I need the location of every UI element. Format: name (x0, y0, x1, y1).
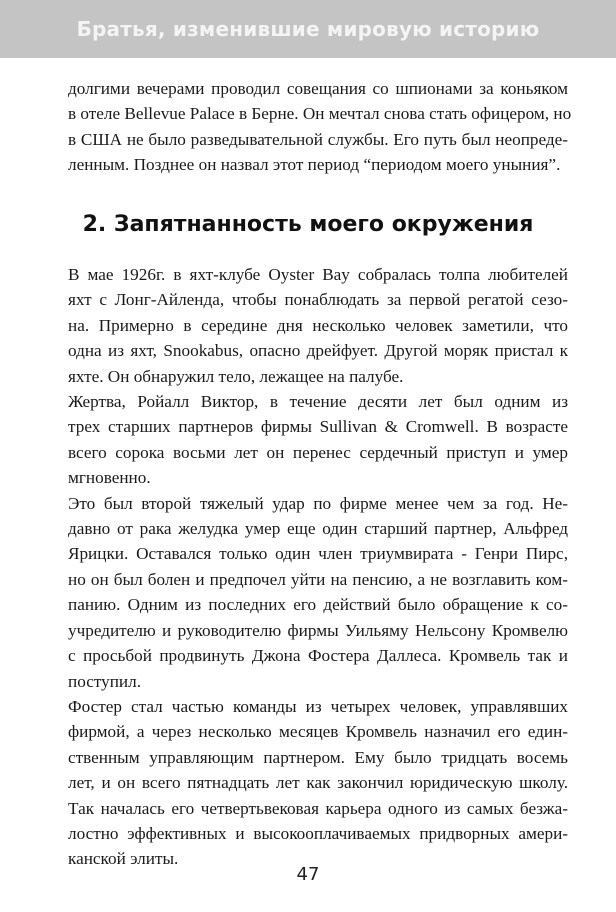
text-line: на. Примерно в середине дня несколько человек заметили, что (68, 315, 568, 335)
section-title: 2. Запятнанность моего окружения (82, 212, 534, 237)
text-line: с просьбой продвинуть Джона Фостера Даллеса. Кромвель так и (68, 646, 568, 666)
text-line: Фостер стал частью команды из четырех человек, управлявших (68, 696, 568, 716)
text-line: Ярицки. Оставался только один член триумвирата - Генри Пирс, (68, 544, 568, 564)
text-line: лет, и он всего пятнадцать лет как закончил юридическую школу. (68, 773, 568, 793)
text-line: фирмой, а через несколько месяцев Кромвель назначил его един- (68, 722, 568, 742)
text-line: лостно эффективных и высокооплачиваемых придворных амери- (68, 823, 568, 843)
text-line: одна из яхт, Snookabus, опасно дрейфует. Другой моряк пристал к (68, 341, 568, 361)
text-line: Жертва, Ройалл Виктор, в течение десяти лет был одним из (68, 392, 568, 412)
page-number: 47 (296, 864, 320, 885)
text-line: трех старших партнеров фирмы Sullivan & Cromwell. В возрасте (68, 417, 568, 437)
text-line: поступил. (68, 671, 141, 691)
paragraph (68, 694, 568, 872)
text-line: ственным управляющим партнером. Ему было тридцать восемь (68, 747, 568, 767)
text-line: Это был второй тяжелый удар по фирме менее чем за год. Не- (68, 493, 568, 513)
text-line: яхте. Он обнаружил тело, лежащее на палубе. (68, 366, 404, 386)
running-header (0, 0, 616, 58)
text-line: но он был болен и предпочел уйти на пенсию, а не возглавить ком- (68, 569, 568, 589)
text-line: в США не было разведывательной службы. Его путь был неопреде- (68, 129, 568, 149)
text-line: ленным. Позднее он назвал этот период “периодом моего уныния”. (68, 155, 561, 175)
top-paragraph (68, 76, 572, 178)
paragraph (68, 262, 568, 389)
text-line: мгновенно. (68, 468, 151, 488)
running-header-title: Братья, изменившие мировую историю (76, 17, 540, 41)
text-line: канской элиты. (68, 849, 179, 869)
text-line: учредителю и руководителю фирмы Уильяму Нельсону Кромвелю (68, 620, 568, 640)
text-line: яхт с Лонг-Айленда, чтобы понаблюдать за первой регатой сезо- (68, 290, 568, 310)
paragraph (68, 389, 568, 491)
paragraph (68, 491, 568, 694)
text-line: в отеле Bellevue Palace в Берне. Он мечтал снова стать офицером, но (68, 104, 572, 124)
paragraph (68, 76, 572, 178)
text-line: долгими вечерами проводил совещания со шпионами за коньяком (68, 79, 568, 98)
text-line: давно от рака желудка умер еще один старший партнер, Альфред (68, 519, 568, 539)
text-line: В мае 1926г. в яхт-клубе Oyster Bay собралась толпа любителей (68, 265, 568, 284)
text-line: Так началась его четвертьвековая карьера одного из самых безжа- (68, 798, 568, 818)
text-line: панию. Одним из последних его действий было обращение к со- (68, 595, 568, 615)
body-text (68, 262, 568, 872)
text-line: всего сорока восьми лет он перенес сердечный приступ и умер (68, 442, 568, 462)
